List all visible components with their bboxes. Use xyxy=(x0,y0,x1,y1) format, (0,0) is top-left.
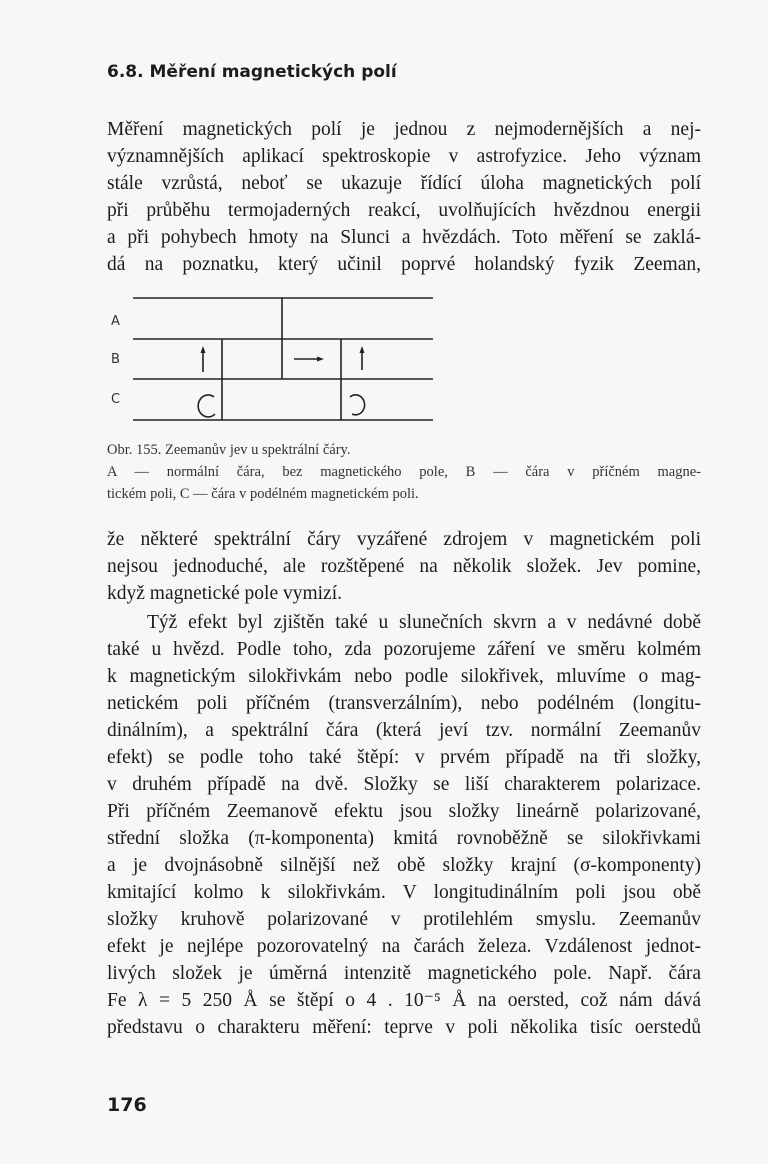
text-line: Fe λ = 5 250 Å se štěpí o 4 . 10⁻⁵ Å na oersted, což nám dává xyxy=(107,990,701,1011)
text-line: a je dvojnásobně silnější než obě složky krajní (σ-komponenty) xyxy=(107,855,701,876)
section-heading: 6.8. Měření magnetických polí xyxy=(107,62,397,82)
figure-label-a: A xyxy=(111,314,120,329)
text-line: stále vzrůstá, neboť se ukazuje řídící úloha magnetických polí xyxy=(107,173,701,194)
text-line: složky kruhově polarizované v protilehlém smyslu. Zeemanův xyxy=(107,909,701,930)
text-line: významnějších aplikací spektroskopie v astrofyzice. Jeho význam xyxy=(107,146,701,167)
circular-arrow-icon xyxy=(350,395,365,415)
text-line: v druhém případě na dvě. Složky se liší charakterem polarizace. xyxy=(107,774,701,795)
text-line: když magnetické pole vymizí. xyxy=(107,583,343,604)
text-line: efekt) se podle toho také štěpí: v prvém případě na tři složky, xyxy=(107,747,701,768)
text-line: livých složek je úměrná intenzitě magnetického pole. Např. čára xyxy=(107,963,701,984)
text-line: nejsou jednoduché, ale rozštěpené na několik složek. Jev pomine, xyxy=(107,556,701,577)
page-number: 176 xyxy=(107,1094,147,1116)
text-line: a při pohybech hmoty na Slunci a hvězdách. Toto měření se zaklá- xyxy=(107,227,701,248)
text-line: Měření magnetických polí je jednou z nejmodernějších a nej- xyxy=(107,119,701,140)
text-line: při průběhu termojaderných reakcí, uvolňujících hvězdnou energii xyxy=(107,200,701,221)
text-line: představu o charakteru měření: teprve v poli několika tisíc oerstedů xyxy=(107,1017,701,1038)
text-line: že některé spektrální čáry vyzářené zdrojem v magnetickém poli xyxy=(107,529,701,550)
circular-arrow-icon xyxy=(198,395,215,417)
text-line: kmitající kolmo k silokřivkám. V longitudinálním poli jsou obě xyxy=(107,882,701,903)
figure-label-b: B xyxy=(111,352,120,367)
caption-line: Obr. 155. Zeemanův jev u spektrální čáry. xyxy=(107,442,351,458)
text-line: netickém poli příčném (transverzálním), nebo podélném (longitu- xyxy=(107,693,701,714)
text-line: střední složka (π-komponenta) kmitá rovnoběžně se silokřivkami xyxy=(107,828,701,849)
text-line: efekt je nejlépe pozorovatelný na čarách železa. Vzdálenost jednot- xyxy=(107,936,701,957)
text-line: také u hvězd. Podle toho, zda pozorujeme záření ve směru kolmém xyxy=(107,639,701,660)
text-line: dá na poznatku, který učinil poprvé holandský fyzik Zeeman, xyxy=(107,254,701,275)
caption-line: A — normální čára, bez magnetického pole, B — čára v příčném magne- xyxy=(107,464,701,480)
text-line: Týž efekt byl zjištěn také u slunečních skvrn a v nedávné době xyxy=(147,612,701,633)
text-line: dinálním), a spektrální čára (která jeví tzv. normální Zeemanův xyxy=(107,720,701,741)
text-line: Při příčném Zeemanově efektu jsou složky lineárně polarizované, xyxy=(107,801,701,822)
figure-label-c: C xyxy=(111,392,121,407)
caption-line: tickém poli, C — čára v podélném magnetickém poli. xyxy=(107,486,419,502)
text-line: k magnetickým silokřivkám nebo podle silokřivek, mluvíme o mag- xyxy=(107,666,701,687)
